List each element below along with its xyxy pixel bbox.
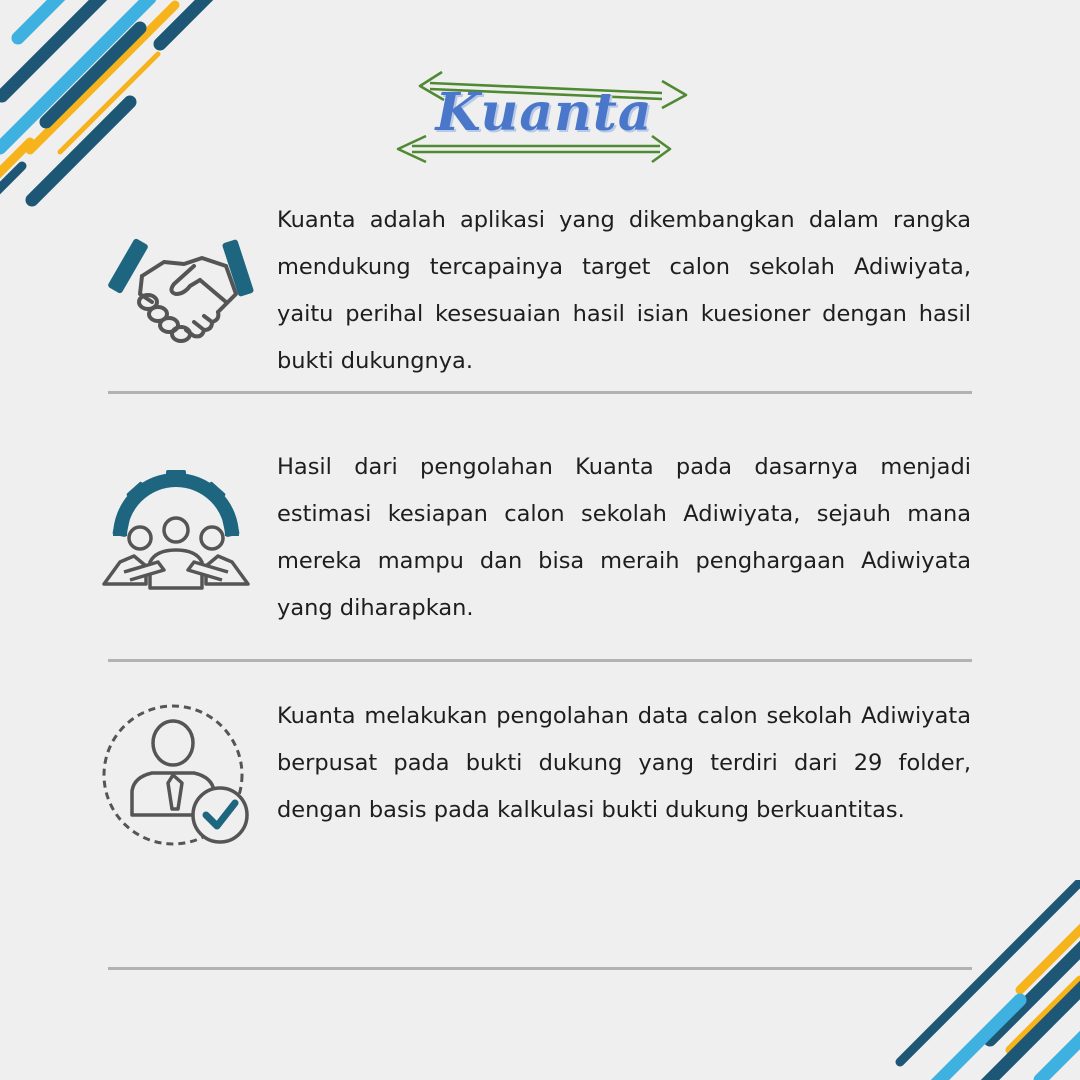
kuanta-logo: [390, 62, 690, 172]
team-gear-icon: [100, 470, 252, 592]
logo-title: Kuanta: [435, 82, 653, 143]
section-description-3: Kuanta melakukan pengolahan data calon sekolah Adiwiyata berpusat pada bukti dukung yang terdiri dari 29 folder, dengan basis pada kalkulasi bukti dukung berkuantitas.: [277, 703, 971, 823]
top-left-decorative-stripes: [0, 0, 240, 220]
handshake-icon: [106, 236, 262, 346]
section-description-1: Kuanta adalah aplikasi yang dikembangkan dalam rangka mendukung tercapainya target calon sekolah Adiwiyata, yaitu perihal kesesuaian hasil isian kuesioner dengan hasil bukti dukungnya.: [277, 207, 971, 374]
section-description-2: Hasil dari pengolahan Kuanta pada dasarnya menjadi estimasi kesiapan calon sekolah Adiwiyata, sejauh mana mereka mampu dan bisa meraih penghargaan Adiwiyata yang diharapkan.: [277, 454, 971, 621]
verified-user-icon: [102, 703, 252, 849]
bottom-right-decorative-stripes: [890, 880, 1080, 1080]
section-divider-2: [108, 659, 972, 662]
section-divider-1: [108, 391, 972, 394]
section-divider-3: [108, 967, 972, 970]
